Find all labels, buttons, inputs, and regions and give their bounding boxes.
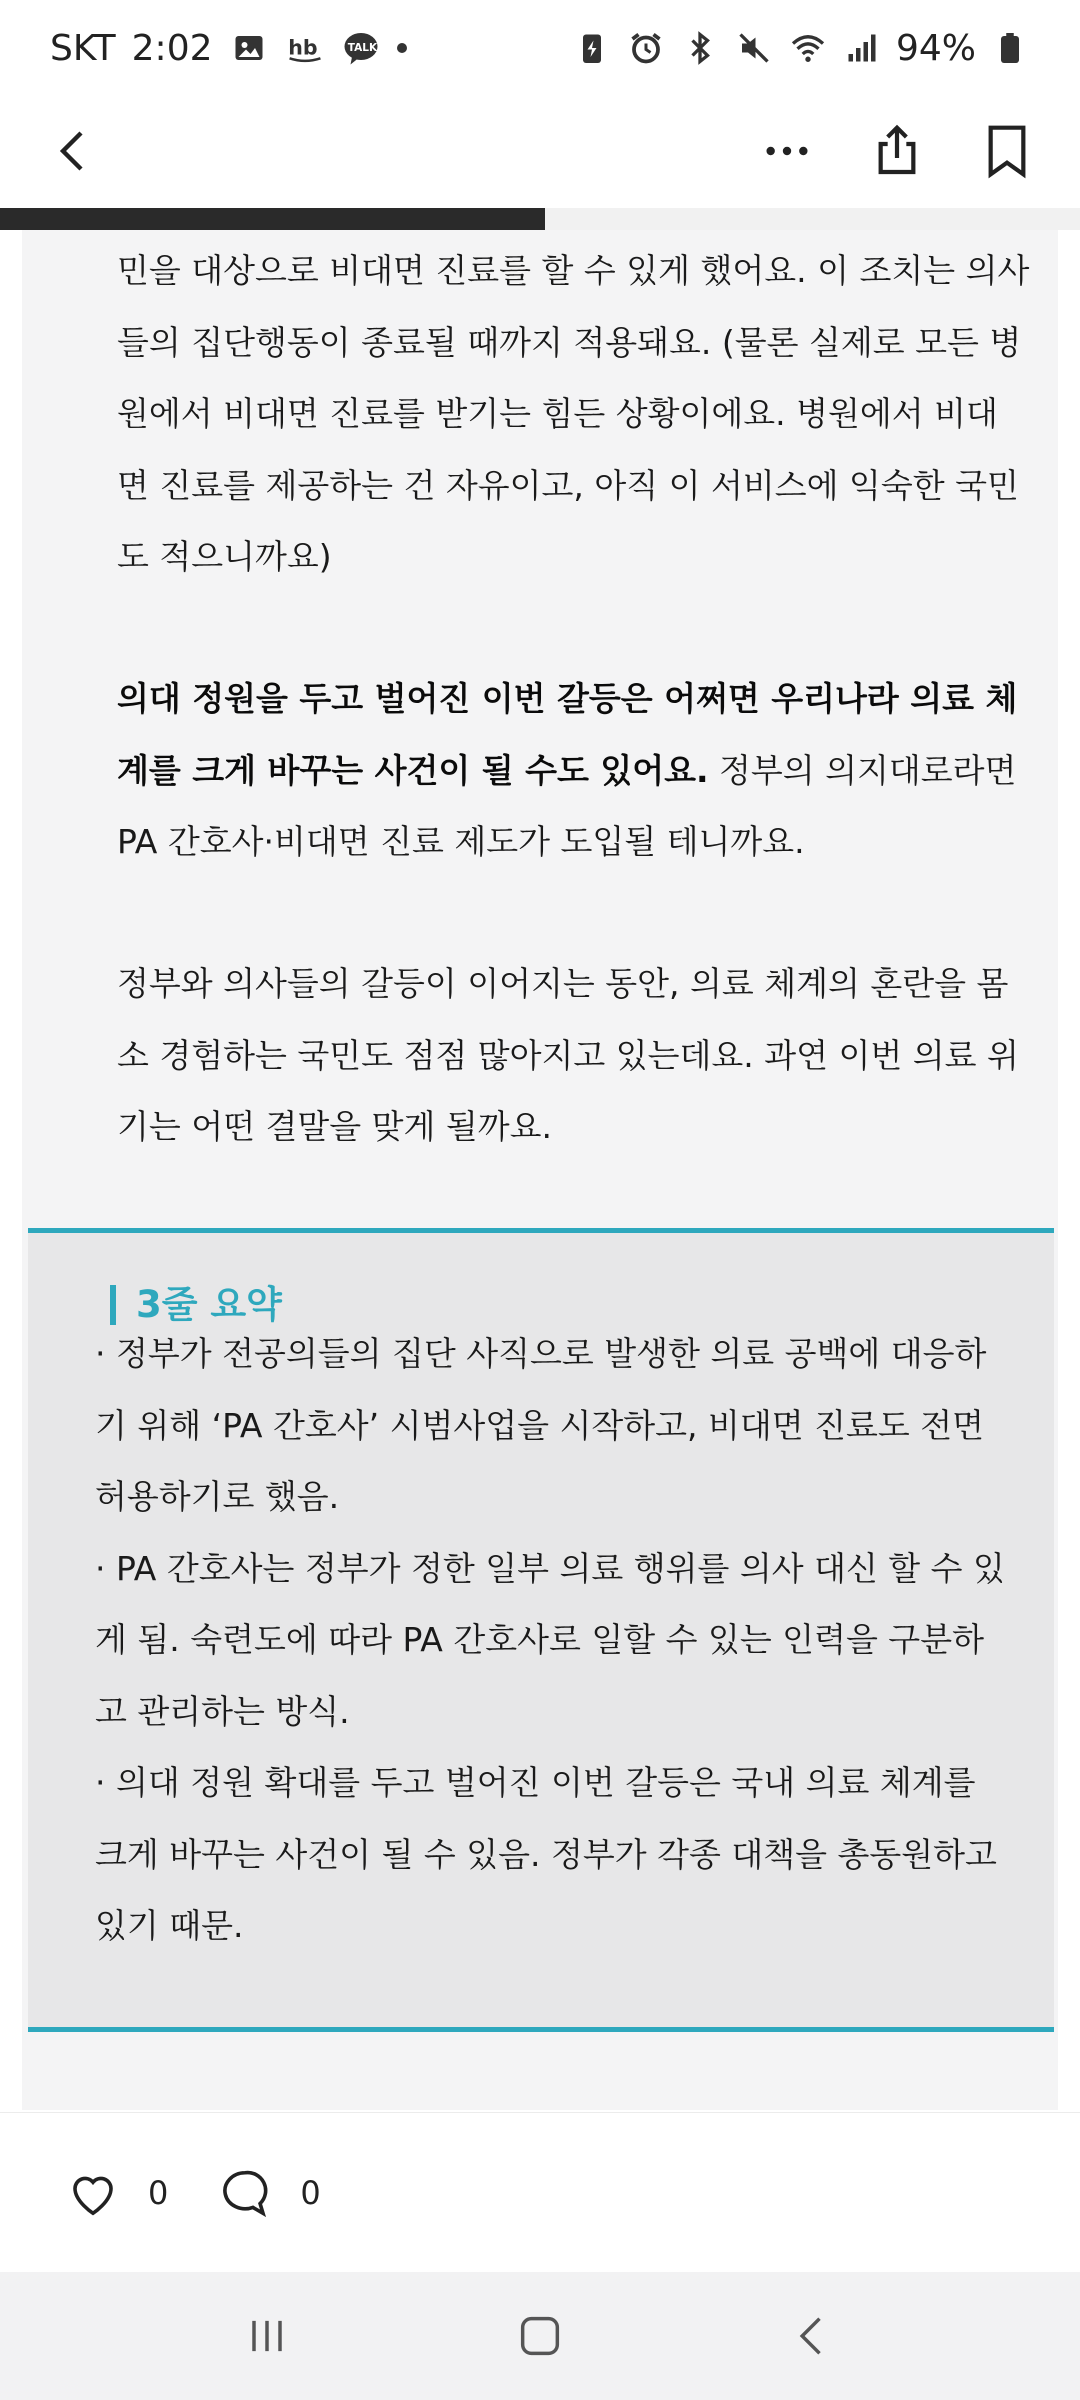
- system-back-button[interactable]: [773, 2296, 853, 2376]
- summary-line: 게 됨. 숙련도에 따라 PA 간호사로 일할 수 있는 인력을 구분하: [95, 1620, 984, 1659]
- share-button[interactable]: [864, 118, 930, 184]
- talk-icon: [341, 28, 381, 68]
- summary-line: · 의대 정원 확대를 두고 벌어진 이번 갈등은 국내 의료 체계를: [95, 1763, 976, 1802]
- home-icon: [514, 2310, 566, 2362]
- carrier-label: SKT: [50, 27, 116, 69]
- recent-apps-button[interactable]: [227, 2296, 307, 2376]
- reaction-bar: [0, 2112, 1080, 2272]
- article-paragraph-1: [117, 235, 1030, 593]
- like-count: 0: [148, 2173, 169, 2212]
- battery-percent: 94%: [895, 27, 976, 69]
- bluetooth-icon: [680, 28, 720, 68]
- system-navigation-bar: [0, 2272, 1080, 2400]
- summary-line: · PA 간호사는 정부가 정한 일부 의료 행위를 의사 대신 할 수 있: [95, 1548, 1005, 1588]
- summary-line: 고 관리하는 방식.: [95, 1691, 350, 1731]
- bookmark-button[interactable]: [974, 118, 1040, 184]
- text-line: 정부의 의지대로라면: [708, 750, 1017, 790]
- text-line-bold: 의대 정원을 두고 벌어진 이번 갈등은 어쩌면 우리나라 의료 체: [117, 679, 1018, 718]
- hb-app-icon: [285, 28, 325, 68]
- clock: 2:02: [131, 27, 213, 69]
- share-icon: [869, 123, 925, 179]
- text-line: 기는 어떤 결말을 맞게 될까요.: [117, 1107, 552, 1146]
- summary-line: 기 위해 ‘PA 간호사’ 시범사업을 시작하고, 비대면 진료도 전면: [95, 1405, 984, 1445]
- text-line: 민을 대상으로 비대면 진료를 할 수 있게 했어요. 이 조치는 의사: [117, 251, 1030, 290]
- back-arrow-icon: [787, 2310, 839, 2362]
- image-icon: [229, 28, 269, 68]
- status-bar: [0, 0, 1080, 96]
- like-button[interactable]: [66, 2166, 168, 2220]
- summary-line: 있기 때문.: [95, 1906, 244, 1945]
- heart-icon: [66, 2166, 120, 2220]
- text-line: 원에서 비대면 진료를 받기는 힘든 상황이에요. 병원에서 비대: [117, 394, 998, 433]
- text-line: 면 진료를 제공하는 건 자유이고, 아직 이 서비스에 익숙한 국민: [117, 465, 1019, 505]
- text-line: 들의 집단행동이 종료될 때까지 적용돼요. (물론 실제로 모든 병: [117, 322, 1022, 362]
- summary-box: [28, 1228, 1054, 2032]
- summary-list: [95, 1318, 1025, 1962]
- alarm-icon: [626, 28, 666, 68]
- wifi-icon: [788, 28, 828, 68]
- summary-line: 허용하기로 했음.: [95, 1477, 340, 1516]
- article-paragraph-3: [117, 948, 1017, 1163]
- text-line: 도 적으니까요): [117, 537, 332, 576]
- home-button[interactable]: [500, 2296, 580, 2376]
- comment-count: 0: [300, 2173, 321, 2212]
- recent-apps-icon: [241, 2310, 293, 2362]
- back-button[interactable]: [40, 116, 110, 186]
- comment-button[interactable]: [218, 2166, 320, 2220]
- summary-title: 3줄 요약: [110, 1285, 282, 1325]
- bookmark-icon: [979, 123, 1035, 179]
- battery-icon: [990, 28, 1030, 68]
- battery-saver-icon: [572, 28, 612, 68]
- notification-dot-icon: [397, 43, 407, 53]
- reading-progress-fill: [0, 208, 545, 230]
- text-line: PA 간호사·비대면 진료 제도가 도입될 테니까요.: [117, 822, 805, 861]
- svg-text:hb: hb: [287, 35, 318, 60]
- text-line: 소 경험하는 국민도 점점 많아지고 있는데요. 과연 이번 의료 위: [117, 1035, 1019, 1075]
- more-horizontal-icon: [759, 123, 815, 179]
- article-paragraph-2: [117, 663, 1017, 878]
- chevron-left-icon: [51, 127, 99, 175]
- summary-line: 크게 바꾸는 사건이 될 수 있음. 정부가 각종 대책을 총동원하고: [95, 1834, 997, 1874]
- signal-icon: [842, 28, 882, 68]
- comment-bubble-icon: [218, 2166, 272, 2220]
- text-line-bold: 계를 크게 바꾸는 사건이 될 수도 있어요.: [117, 750, 709, 790]
- text-line: 정부와 의사들의 갈등이 이어지는 동안, 의료 체계의 혼란을 몸: [117, 964, 1009, 1003]
- app-bar: [0, 96, 1080, 206]
- svg-text:TALK: TALK: [347, 42, 377, 54]
- summary-line: · 정부가 전공의들의 집단 사직으로 발생한 의료 공백에 대응하: [95, 1334, 987, 1373]
- more-options-button[interactable]: [754, 118, 820, 184]
- mute-icon: [734, 28, 774, 68]
